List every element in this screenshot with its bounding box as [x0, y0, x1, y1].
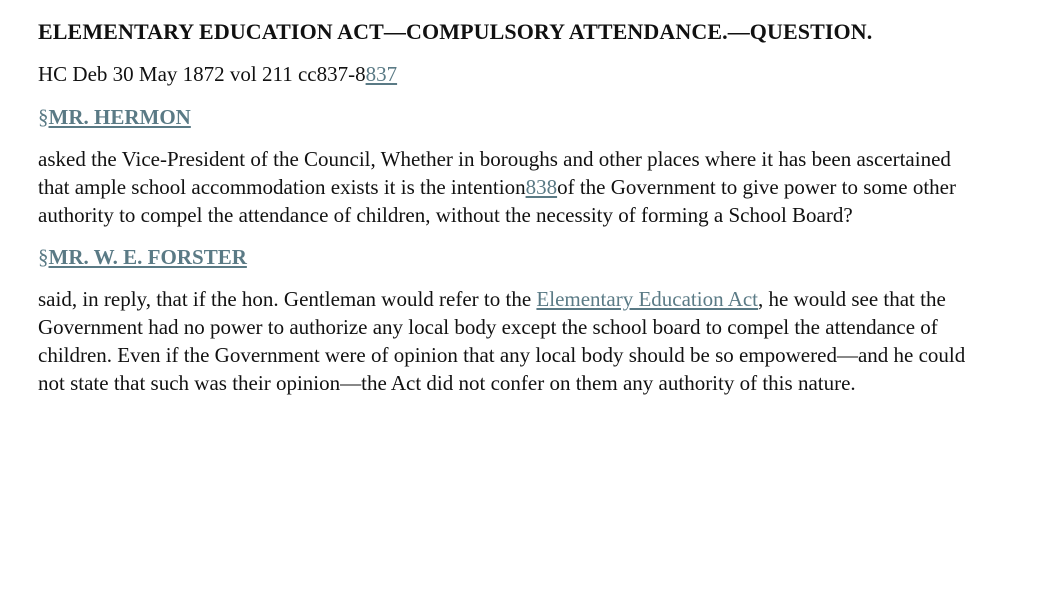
- column-837-link[interactable]: 837: [365, 62, 398, 86]
- speech-text: asked the Vice-President of the Council, Whether in boroughs and other places where it has been ascertained that ample school accommodation exists it is the intention: [38, 147, 951, 199]
- citation-line: [38, 59, 1018, 89]
- elementary-education-act-link[interactable]: Elementary Education Act: [536, 287, 759, 311]
- speech-text: of the Government to give power to some other authority to compel the attendance of children, without the necessity of forming a School Board?: [38, 175, 956, 227]
- speech-text: said, in reply, that if the hon. Gentleman would refer to the: [38, 287, 537, 311]
- speech-hermon: [38, 145, 973, 229]
- speaker-heading-forster: [38, 242, 1018, 272]
- hansard-page: [38, 16, 1018, 397]
- citation-text: HC Deb 30 May 1872 vol 211 cc837-8: [38, 62, 366, 86]
- speaker-link-forster[interactable]: MR. W. E. FORSTER: [48, 245, 247, 269]
- speaker-link-hermon[interactable]: MR. HERMON: [48, 105, 191, 129]
- section-mark: §: [38, 105, 49, 129]
- speaker-heading-hermon: [38, 102, 1018, 132]
- speech-forster: [38, 285, 983, 397]
- speech-text: , he would see that the Government had no power to authorize any local body except the school board to compel the attendance of children. Even if the Government were of opinion that any local body should be so empowered—and he could not state that such was their opinion—the Act did not confer on them any authority of this nature.: [38, 287, 966, 395]
- page-title: ELEMENTARY EDUCATION ACT—COMPULSORY ATTENDANCE.—QUESTION.: [38, 19, 873, 44]
- section-mark: §: [38, 245, 49, 269]
- column-838-link[interactable]: 838: [525, 175, 558, 199]
